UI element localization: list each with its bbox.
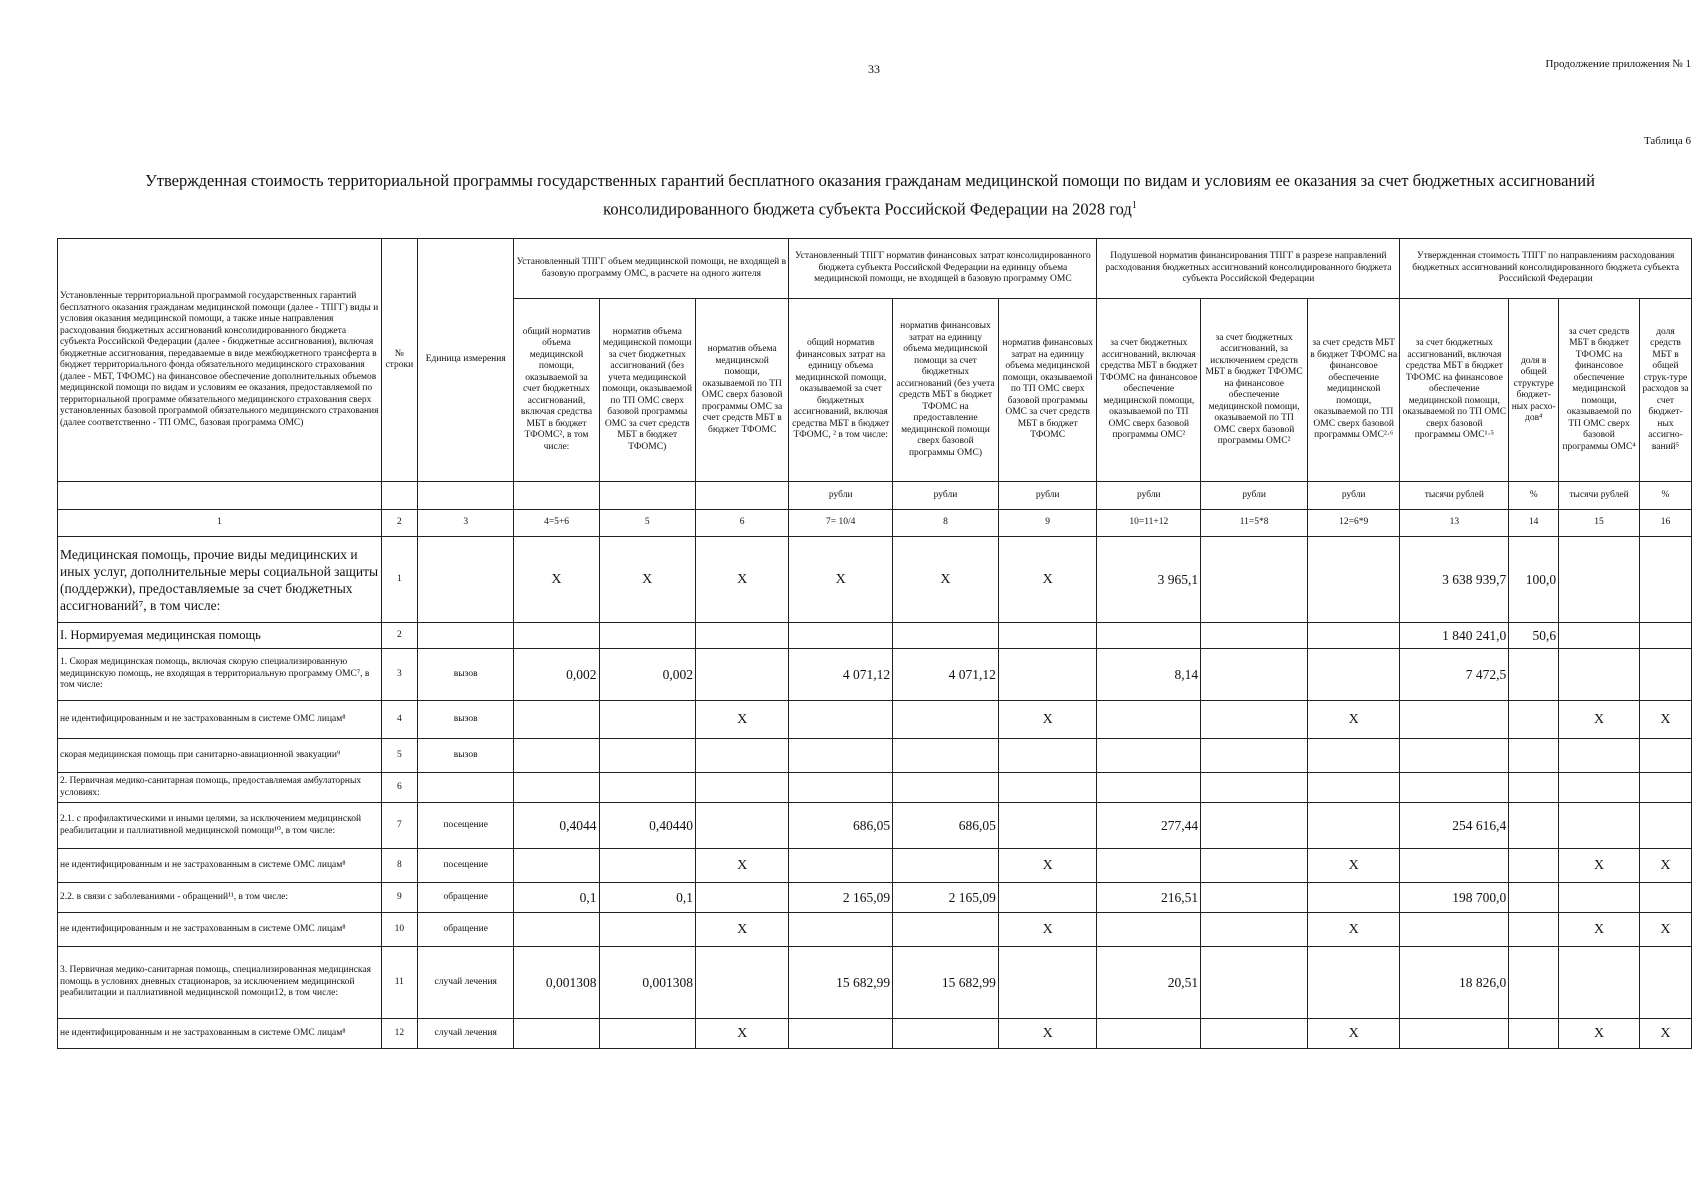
cell-c12 [1308, 773, 1400, 803]
cell-c7: 15 682,99 [789, 947, 893, 1019]
row-name: 2.1. с профилактическими и иными целями, за исключением медицинской реабилитации и паллиативной медицинской помощи¹⁰, в том числе: [58, 803, 382, 849]
cell-c15 [1559, 739, 1640, 773]
page-number: 33 [868, 62, 880, 76]
cell-c10 [1097, 849, 1201, 883]
unit-cell-5 [599, 482, 695, 510]
cell-c14 [1509, 649, 1559, 701]
cell-c15: X [1559, 701, 1640, 739]
cell-c13: 198 700,0 [1400, 883, 1509, 913]
cell-c11 [1201, 649, 1308, 701]
cell-c8: 2 165,09 [893, 883, 999, 913]
header-c4: общий норматив объема медицинской помощи, оказываемой за счет бюджетных ассигнований, включая средства МБТ в бюджет ТФОМС², в том числе: [514, 299, 599, 482]
unit-cell-7: рубли [789, 482, 893, 510]
row-unit: обращение [417, 883, 513, 913]
cell-c11 [1201, 537, 1308, 623]
header-unit: Единица измерения [417, 239, 513, 482]
column-number-cell-13: 13 [1400, 510, 1509, 537]
cell-c14 [1509, 913, 1559, 947]
cell-c5 [599, 623, 695, 649]
cell-c4: 0,4044 [514, 803, 599, 849]
column-number-cell-8: 8 [893, 510, 999, 537]
row-number: 8 [381, 849, 417, 883]
cell-c6 [695, 773, 788, 803]
cell-c6 [695, 803, 788, 849]
table-row [58, 883, 1692, 913]
cell-c7 [789, 773, 893, 803]
row-number: 11 [381, 947, 417, 1019]
cell-c4 [514, 913, 599, 947]
cell-c5: 0,1 [599, 883, 695, 913]
row-number: 6 [381, 773, 417, 803]
column-number-cell-4: 4=5+6 [514, 510, 599, 537]
table-row [58, 537, 1692, 623]
cell-c16: X [1639, 913, 1691, 947]
cell-c13 [1400, 849, 1509, 883]
cell-c5: 0,002 [599, 649, 695, 701]
row-number: 4 [381, 701, 417, 739]
cell-c7 [789, 913, 893, 947]
cell-c12 [1308, 739, 1400, 773]
cell-c4: 0,002 [514, 649, 599, 701]
table-row [58, 623, 1692, 649]
header-group-cost-norm: Установленный ТПГГ норматив финансовых затрат консолидированного бюджета субъекта Российской Федерации на единицу объема медицинской помощи, не входящей в базовую программу ОМС [789, 239, 1097, 299]
cell-c10: 8,14 [1097, 649, 1201, 701]
cell-c14 [1509, 701, 1559, 739]
table-row [58, 849, 1692, 883]
cell-c16 [1639, 739, 1691, 773]
cell-c14 [1509, 803, 1559, 849]
cell-c5: 0,001308 [599, 947, 695, 1019]
cell-c16 [1639, 623, 1691, 649]
cell-c4: X [514, 537, 599, 623]
unit-cell-4 [514, 482, 599, 510]
cell-c14 [1509, 947, 1559, 1019]
column-number-cell-11: 11=5*8 [1201, 510, 1308, 537]
header-group-volume: Установленный ТПГГ объем медицинской помощи, не входящей в базовую программу ОМС, в расчете на одного жителя [514, 239, 789, 299]
row-name: не идентифицированным и не застрахованным в системе ОМС лицам⁸ [58, 701, 382, 739]
column-number-cell-14: 14 [1509, 510, 1559, 537]
cell-c7 [789, 1019, 893, 1049]
cell-c10 [1097, 623, 1201, 649]
cost-table [57, 238, 1692, 1049]
column-number-cell-15: 15 [1559, 510, 1640, 537]
cell-c14 [1509, 739, 1559, 773]
table-label: Таблица 6 [1643, 135, 1691, 147]
cell-c14 [1509, 883, 1559, 913]
cell-c15 [1559, 623, 1640, 649]
unit-cell-8: рубли [893, 482, 999, 510]
units-row [58, 482, 1692, 510]
cell-c9 [998, 623, 1097, 649]
row-number: 5 [381, 739, 417, 773]
table-row [58, 649, 1692, 701]
cell-c16 [1639, 537, 1691, 623]
cell-c9: X [998, 849, 1097, 883]
unit-cell-12: рубли [1308, 482, 1400, 510]
cell-c5: X [599, 537, 695, 623]
cell-c7: 2 165,09 [789, 883, 893, 913]
cell-c11 [1201, 1019, 1308, 1049]
cell-c7 [789, 849, 893, 883]
unit-cell-16: % [1639, 482, 1691, 510]
cell-c5 [599, 913, 695, 947]
cell-c5 [599, 1019, 695, 1049]
row-number: 9 [381, 883, 417, 913]
row-unit: случай лечения [417, 1019, 513, 1049]
cell-c12 [1308, 803, 1400, 849]
cell-c8: X [893, 537, 999, 623]
cell-c4 [514, 1019, 599, 1049]
cell-c6: X [695, 1019, 788, 1049]
cell-c9 [998, 773, 1097, 803]
unit-cell-14: % [1509, 482, 1559, 510]
header-group-per-capita: Подушевой норматив финансирования ТПГГ в разрезе направлений расходования бюджетных ассигнований консолидированного бюджета субъекта Российской Федерации [1097, 239, 1400, 299]
unit-cell-9: рубли [998, 482, 1097, 510]
row-number: 3 [381, 649, 417, 701]
cell-c7 [789, 701, 893, 739]
cell-c8: 15 682,99 [893, 947, 999, 1019]
cell-c10 [1097, 913, 1201, 947]
cell-c4: 0,001308 [514, 947, 599, 1019]
row-name: 2.2. в связи с заболеваниями - обращений¹¹, в том числе: [58, 883, 382, 913]
cell-c6: X [695, 701, 788, 739]
cell-c10 [1097, 701, 1201, 739]
row-unit: обращение [417, 913, 513, 947]
cell-c12 [1308, 649, 1400, 701]
cell-c14 [1509, 849, 1559, 883]
cell-c5 [599, 701, 695, 739]
unit-cell-13: тысячи рублей [1400, 482, 1509, 510]
column-number-cell-7: 7= 10/4 [789, 510, 893, 537]
unit-cell-11: рубли [1201, 482, 1308, 510]
table-row [58, 701, 1692, 739]
unit-cell-15: тысячи рублей [1559, 482, 1640, 510]
cell-c4: 0,1 [514, 883, 599, 913]
cell-c10 [1097, 739, 1201, 773]
table-row [58, 773, 1692, 803]
cell-c11 [1201, 883, 1308, 913]
cell-c14 [1509, 773, 1559, 803]
cell-c11 [1201, 913, 1308, 947]
cell-c13: 254 616,4 [1400, 803, 1509, 849]
row-number: 2 [381, 623, 417, 649]
table-row [58, 913, 1692, 947]
cell-c15 [1559, 947, 1640, 1019]
row-name: 1. Скорая медицинская помощь, включая скорую специализированную медицинскую помощь, не входящая в территориальную программу ОМС⁷, в том числе: [58, 649, 382, 701]
cell-c12 [1308, 883, 1400, 913]
cell-c8 [893, 849, 999, 883]
table-row [58, 803, 1692, 849]
cell-c16 [1639, 649, 1691, 701]
cell-c9 [998, 947, 1097, 1019]
header-c7: общий норматив финансовых затрат на единицу объема медицинской помощи, оказываемой за счет бюджетных ассигнований, включая средства МБТ в бюджет ТФОМС, ² в том числе: [789, 299, 893, 482]
header-c14: доля в общей структуре бюджет-ных расхо-дов⁴ [1509, 299, 1559, 482]
cell-c13: 1 840 241,0 [1400, 623, 1509, 649]
cell-c8 [893, 623, 999, 649]
cell-c4 [514, 701, 599, 739]
row-number: 1 [381, 537, 417, 623]
cell-c6: X [695, 849, 788, 883]
cell-c12 [1308, 623, 1400, 649]
cell-c16: X [1639, 1019, 1691, 1049]
row-name: скорая медицинская помощь при санитарно-авиационной эвакуации⁹ [58, 739, 382, 773]
column-number-cell-9: 9 [998, 510, 1097, 537]
cell-c5: 0,40440 [599, 803, 695, 849]
cell-c6: X [695, 537, 788, 623]
column-number-cell-3: 3 [417, 510, 513, 537]
row-unit: вызов [417, 739, 513, 773]
column-number-cell-6: 6 [695, 510, 788, 537]
cell-c4 [514, 773, 599, 803]
row-unit [417, 623, 513, 649]
column-number-cell-2: 2 [381, 510, 417, 537]
cell-c15: X [1559, 1019, 1640, 1049]
header-c16: доля средств МБТ в общей струк-туре расходов за счет бюджет-ных ассигно-ваний⁵ [1639, 299, 1691, 482]
continuation-note: Продолжение приложения № 1 [1545, 58, 1691, 70]
cell-c13: 7 472,5 [1400, 649, 1509, 701]
header-c6: норматив объема медицинской помощи, оказываемой по ТП ОМС сверх базовой программы ОМС за счет средств МБТ в бюджет ТФОМС [695, 299, 788, 482]
cell-c16: X [1639, 701, 1691, 739]
unit-cell-6 [695, 482, 788, 510]
cell-c16 [1639, 947, 1691, 1019]
cell-c11 [1201, 623, 1308, 649]
cell-c16: X [1639, 849, 1691, 883]
row-unit: вызов [417, 701, 513, 739]
cell-c15 [1559, 883, 1640, 913]
header-c12: за счет средств МБТ в бюджет ТФОМС на финансовое обеспечение медицинской помощи, оказываемой по ТП ОМС сверх базовой программы ОМС²·⁶ [1308, 299, 1400, 482]
document-title [120, 168, 1620, 222]
cell-c8 [893, 701, 999, 739]
header-c15: за счет средств МБТ в бюджет ТФОМС на финансовое обеспечение медицинской помощи, оказываемой по ТП ОМС сверх базовой программы ОМС⁴ [1559, 299, 1640, 482]
unit-cell-1 [58, 482, 382, 510]
row-name: I. Нормируемая медицинская помощь [58, 623, 382, 649]
row-name: не идентифицированным и не застрахованным в системе ОМС лицам⁸ [58, 1019, 382, 1049]
cell-c11 [1201, 803, 1308, 849]
cell-c6 [695, 739, 788, 773]
cell-c16 [1639, 883, 1691, 913]
cell-c10: 277,44 [1097, 803, 1201, 849]
cell-c7: 4 071,12 [789, 649, 893, 701]
row-unit: вызов [417, 649, 513, 701]
cell-c11 [1201, 773, 1308, 803]
cell-c8: 4 071,12 [893, 649, 999, 701]
cell-c6 [695, 623, 788, 649]
cell-c12: X [1308, 701, 1400, 739]
cell-c10: 3 965,1 [1097, 537, 1201, 623]
row-name: не идентифицированным и не застрахованным в системе ОМС лицам⁸ [58, 849, 382, 883]
cell-c15: X [1559, 849, 1640, 883]
cell-c16 [1639, 803, 1691, 849]
header-c10: за счет бюджетных ассигнований, включая средства МБТ в бюджет ТФОМС на финансовое обеспечение медицинской помощи, оказываемой по ТП ОМС сверх базовой программы ОМС² [1097, 299, 1201, 482]
cell-c14: 50,6 [1509, 623, 1559, 649]
title-footnote-mark: 1 [1131, 200, 1137, 211]
cell-c11 [1201, 947, 1308, 1019]
cell-c12 [1308, 947, 1400, 1019]
cell-c15 [1559, 803, 1640, 849]
header-group-approved-cost: Утвержденная стоимость ТПГГ по направлениям расходования бюджетных ассигнований консолидированного бюджета субъекта Российской Федерации [1400, 239, 1692, 299]
cell-c13: 18 826,0 [1400, 947, 1509, 1019]
row-number: 7 [381, 803, 417, 849]
cell-c14: 100,0 [1509, 537, 1559, 623]
cell-c12: X [1308, 849, 1400, 883]
cell-c7: 686,05 [789, 803, 893, 849]
header-c9: норматив финансовых затрат на единицу объема медицинской помощи, оказываемой по ТП ОМС сверх базовой программы ОМС за счет средств МБТ в бюджет ТФОМС [998, 299, 1097, 482]
row-name: не идентифицированным и не застрахованным в системе ОМС лицам⁸ [58, 913, 382, 947]
cell-c5 [599, 849, 695, 883]
cell-c7: X [789, 537, 893, 623]
row-number: 12 [381, 1019, 417, 1049]
header-c8: норматив финансовых затрат на единицу объема медицинской помощи за счет бюджетных ассигнований (без учета средств МБТ в бюджет ТФОМС на предоставление медицинской помощи сверх базовой программы ОМС) [893, 299, 999, 482]
cell-c9: X [998, 1019, 1097, 1049]
cell-c6: X [695, 913, 788, 947]
cell-c10: 216,51 [1097, 883, 1201, 913]
cell-c13 [1400, 1019, 1509, 1049]
unit-cell-3 [417, 482, 513, 510]
cell-c12: X [1308, 913, 1400, 947]
cell-c15: X [1559, 913, 1640, 947]
row-unit: случай лечения [417, 947, 513, 1019]
row-unit: посещение [417, 849, 513, 883]
cell-c11 [1201, 701, 1308, 739]
cell-c15 [1559, 537, 1640, 623]
title-line-2 [120, 193, 1620, 222]
cell-c7 [789, 739, 893, 773]
cell-c9 [998, 649, 1097, 701]
cell-c8 [893, 739, 999, 773]
header-c13: за счет бюджетных ассигнований, включая средства МБТ в бюджет ТФОМС на финансовое обеспечение медицинской помощи, оказываемой по ТП ОМС сверх базовой программы ОМС¹·⁵ [1400, 299, 1509, 482]
cell-c12 [1308, 537, 1400, 623]
row-unit [417, 773, 513, 803]
cell-c6 [695, 649, 788, 701]
cell-c8 [893, 773, 999, 803]
cell-c7 [789, 623, 893, 649]
column-number-cell-16: 16 [1639, 510, 1691, 537]
row-unit: посещение [417, 803, 513, 849]
row-name: 2. Первичная медико-санитарная помощь, предоставляемая амбулаторных условиях: [58, 773, 382, 803]
table-row [58, 947, 1692, 1019]
column-number-cell-5: 5 [599, 510, 695, 537]
cell-c12: X [1308, 1019, 1400, 1049]
header-c11: за счет бюджетных ассигнований, за исключением средств МБТ в бюджет ТФОМС на финансовое обеспечение медицинской помощи, оказываемой по ТП ОМС сверх базовой программы ОМС² [1201, 299, 1308, 482]
header-col-1: Установленные территориальной программой государственных гарантий бесплатного оказания гражданам медицинской помощи (далее - ТПГГ) виды и условия оказания медицинской помощи, а также иные направления расходования бюджетных ассигнований консолидированного бюджета субъекта Российской Федерации (далее - бюджетные ассигнования), включая бюджетные ассигнования, передаваемые в виде межбюджетного трансферта в бюджет территориального фонда обязательного медицинского страхования (далее - МБТ, ТФОМС) на финансовое обеспечение дополнительных объемов медицинской помощи по видам и условиям ее оказания, предоставляемой по территориальной программе обязательного медицинского страхования сверх установленных базовой программой обязательного медицинского страхования (далее соответственно - ТП ОМС, базовая программа ОМС) [58, 239, 382, 482]
cell-c9 [998, 739, 1097, 773]
cell-c6 [695, 947, 788, 1019]
cell-c8 [893, 913, 999, 947]
cell-c4 [514, 623, 599, 649]
cell-c10 [1097, 773, 1201, 803]
cell-c10: 20,51 [1097, 947, 1201, 1019]
cell-c13 [1400, 701, 1509, 739]
cell-c6 [695, 883, 788, 913]
cell-c4 [514, 739, 599, 773]
column-number-cell-1: 1 [58, 510, 382, 537]
row-name: Медицинская помощь, прочие виды медицинских и иных услуг, дополнительные меры социальной защиты (поддержки), предоставляемые за счет бюджетных ассигнований⁷, в том числе: [58, 537, 382, 623]
row-name: 3. Первичная медико-санитарная помощь, специализированная медицинская помощь в условиях дневных стационаров, за исключением медицинской реабилитации и паллиативной медицинской помощи12, в том числе: [58, 947, 382, 1019]
column-number-cell-10: 10=11+12 [1097, 510, 1201, 537]
cell-c5 [599, 739, 695, 773]
unit-cell-10: рубли [1097, 482, 1201, 510]
table-row [58, 739, 1692, 773]
unit-cell-2 [381, 482, 417, 510]
cell-c8: 686,05 [893, 803, 999, 849]
title-line-1: Утвержденная стоимость территориальной программы государственных гарантий бесплатного оказания гражданам медицинской помощи по видам и условиям ее оказания за счет бюджетных ассигнований [145, 171, 1595, 190]
cell-c9: X [998, 537, 1097, 623]
row-unit [417, 537, 513, 623]
cell-c4 [514, 849, 599, 883]
cell-c11 [1201, 849, 1308, 883]
cell-c13: 3 638 939,7 [1400, 537, 1509, 623]
table-row [58, 1019, 1692, 1049]
cell-c11 [1201, 739, 1308, 773]
cell-c16 [1639, 773, 1691, 803]
title-line-2-text: консолидированного бюджета субъекта Российской Федерации на 2028 год [603, 199, 1132, 219]
header-row-number: № строки [381, 239, 417, 482]
cell-c9: X [998, 701, 1097, 739]
cell-c14 [1509, 1019, 1559, 1049]
cell-c9 [998, 883, 1097, 913]
cell-c13 [1400, 913, 1509, 947]
cell-c15 [1559, 773, 1640, 803]
cell-c13 [1400, 739, 1509, 773]
cell-c5 [599, 773, 695, 803]
cell-c15 [1559, 649, 1640, 701]
cell-c9 [998, 803, 1097, 849]
cell-c10 [1097, 1019, 1201, 1049]
cell-c13 [1400, 773, 1509, 803]
header-c5: норматив объема медицинской помощи за счет бюджетных ассигнований (без учета медицинской помощи, оказываемой по ТП ОМС сверх базовой программы ОМС за счет средств МБТ в бюджет ТФОМС) [599, 299, 695, 482]
column-numbers-row [58, 510, 1692, 537]
cell-c8 [893, 1019, 999, 1049]
row-number: 10 [381, 913, 417, 947]
cell-c9: X [998, 913, 1097, 947]
column-number-cell-12: 12=6*9 [1308, 510, 1400, 537]
